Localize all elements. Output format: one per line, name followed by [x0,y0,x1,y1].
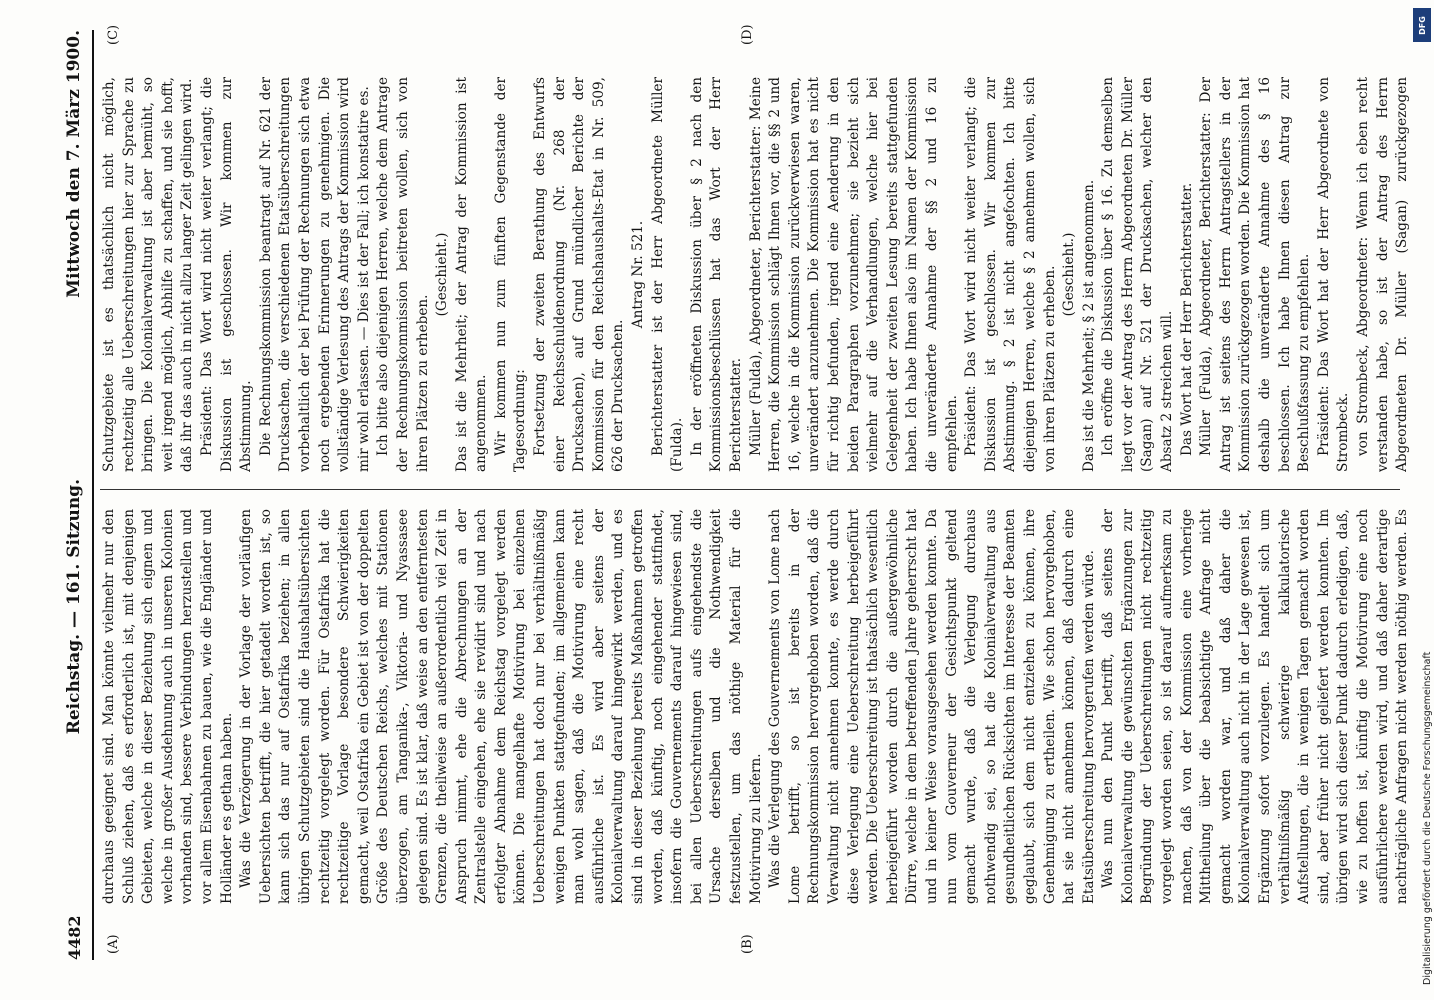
paragraph: Fortsetzung der zweiten Berathung des Entwurfs einer Reichsschuldenordnung (Nr. 268 der Drucksachen), auf Grund mündlicher Berichte der Kommission für den Reichshaushalts-Etat in Nr. 509, 626 der Drucksachen. [532,77,627,472]
paragraph: Das ist die Mehrheit; § 2 ist angenommen. [1080,179,1097,472]
digitization-credit: Digitalisierung gefördert durch die Deutsche Forschungsgemeinschaft [1422,651,1433,985]
paragraph: Präsident: Das Wort wird nicht weiter verlangt; die Diskussion ist geschlossen. Wir kommen zur Abstimmung. § 2 ist nicht angefochten. Ich bitte diejenigen Herren, welche § 2 annehmen wollen, sich von ihren Plätzen zu erheben. [963,77,1058,472]
page-header [50,30,84,960]
page-number: 4482 [65,915,84,960]
paragraph: (Geschieht.) [434,232,451,317]
paragraph: Was die Verzögerung in der Vorlage der vorläufigen Uebersichten betrifft, die hier getadelt worden ist, so kann sich das nur auf Ostafrika beziehen; in allen übrigen Schutzgebieten sind die Haushaltsübersichten rechtzeitig vorgelegt worden. Für Ostafrika hat die rechtzeitige Vorlage besondere Schwierigkeiten gemacht, weil Ostafrika ein Gebiet ist von der doppelten Größe des Deutschen Reichs, welches mit Stationen überzogen, am Tanganika-, Viktoria- und Nyassasee gelegen sind. Es ist klar, daß weise an den entferntesten Grenzen, die theilweise an außerordentlich viel Zeit in Anspruch nimmt, ehe die Abrechnungen an der Zentralstelle eingehen, ehe sie revidirt sind und nach erfolgter Abnahme dem Reichstag vorgelegt werden können. Die mangelhafte Motivirung bei einzelnen Ueberschreitungen hat doch nur bei verhältnißmäßig wenigen Punkten stattgefunden; im allgemeinen kann man wohl sagen, daß die Motivirung eine recht ausführliche ist. Es wird aber seitens der Kolonialverwaltung darauf hingewirkt werden, und es sind in dieser Beziehung bereits Maßnahmen getroffen worden, daß künftig, noch eingehender stattfindet, insofern die Gouvernements darauf hingewiesen sind, bei allen Ueberschreitungen aufs eingehendste die Ursache derselben und die Nothwendigkeit festzustellen, um das nöthige Material für die Motivirung zu liefern. [238,509,764,904]
paragraph: Was die Verlegung des Gouvernements von Lome nach Lome betrifft, so ist bereits in der Rechnungskommission hervorgehoben worden, daß die Verwaltung nicht annehmen konnte, es werde durch diese Verlegung eine Ueberschreitung herbeigeführt werden. Die Ueberschreitung ist thatsächlich wesentlich herbeigeführt worden durch die außergewöhnliche Dürre, welche in dem betreffenden Jahre geherrscht hat und in keiner Weise vorausgesehen werden konnte. Da nun vom Gouverneur der Gesichtspunkt geltend gemacht wurde, daß die Verlegung durchaus nothwendig sei, so hat die Kolonialverwaltung aus gesundheitlichen Rücksichten im Interesse der Beamten geglaubt, sich dem nicht entziehen zu können, ihre Genehmigung zu ertheilen. Wie schon hervorgehoben, hat sie nicht annehmen können, daß dadurch eine Etatsüberschreitung hervorgerufen werden würde. [767,509,1097,904]
paragraph: (Geschieht.) [1061,232,1078,317]
left-text-column [100,509,1410,904]
margin-marker-a: (A) [106,934,121,954]
paragraph: Das ist die Mehrheit; der Antrag der Kommission ist angenommen. [453,77,490,472]
column-divider [100,489,1400,490]
paragraph: Müller (Fulda), Abgeordneter, Berichterstatter: Meine Herren, die Kommission schlägt Ihnen vor, die §§ 2 und 16, welche in die Kommission zurückverwiesen waren, unverändert anzunehmen. Die Kommission hat es nicht für richtig befunden, irgend eine Aenderung in den beiden Paragraphen vorzunehmen; sie bezieht sich vielmehr auf die Verhandlungen, welche hier bei Gelegenheit der zweiten Lesung bereits stattgefunden haben. Ich habe Ihnen also im Namen der Kommission die unveränderte Annahme der §§ 2 und 16 zu empfehlen. [747,77,960,472]
header-left-title: Reichstag. — 161. Sitzung. [64,479,84,735]
right-text-column [100,77,1410,472]
header-right-date: Mittwoch den 7. März 1900. [64,30,84,298]
paragraph: von Strombeck, Abgeordneter: Wenn ich eben recht verstanden habe, so ist der Antrag des Herrn Abgeordneten Dr. Müller (Sagan) zurückgezogen [1355,77,1410,472]
dfg-logo: DFG [1413,8,1431,42]
paragraph: Präsident: Das Wort wird nicht weiter verlangt; die Diskussion ist geschlossen. Wir kommen zur Abstimmung. [198,77,255,472]
paragraph: Ich bitte also diejenigen Herren, welche dem Antrage der Rechnungskommission beitreten wollen, sich von ihren Plätzen zu erheben. [375,77,431,472]
paragraph: Müller (Fulda), Abgeordneter, Berichterstatter: Der Antrag ist seitens des Herrn Antragstellers in der Kommission zurückgezogen worden. Die Kommission hat deshalb die unveränderte Annahme des § 16 beschlossen. Ich habe Ihnen diesen Antrag zur Beschlußfassung zu empfehlen. [1198,77,1313,472]
margin-marker-b: (B) [740,934,755,954]
paragraph: Schutzgebiete ist es thatsächlich nicht möglich, rechtzeitig alle Ueberschreitungen hier zur Sprache zu bringen. Die Kolonialverwaltung ist aber bemüht, so weit irgend möglich, Abhilfe zu schaffen, und sie hofft, daß ihr das auch in nicht allzu langer Zeit gelingen wird. [101,77,196,472]
margin-marker-d: (D) [740,24,755,45]
header-rule [92,30,94,960]
paragraph: durchaus geeignet sind. Man könnte vielmehr nur den Schluß ziehen, daß es erforderlich ist, mit denjenigen Gebieten, welche in dieser Beziehung sich eignen und welche in großer Ausdehnung auch in unseren Kolonien vorhanden sind, bessere Verbindungen herzustellen und vor allem Eisenbahnen zu bauen, wie die Engländer und Holländer es gethan haben. [101,509,235,904]
paragraph: Das Wort hat der Herr Berichterstatter. [1178,182,1195,456]
paragraph: Berichterstatter ist der Herr Abgeordnete Müller (Fulda). [649,77,686,472]
paragraph: Die Rechnungskommission beantragt auf Nr. 621 der Drucksachen, die verschiedenen Etatsüberschreitungen vorbehaltlich der bei Prüfung der Rechnungen sich etwa noch ergebenden Erinnerungen zu genehmigen. Die vollständige Verlesung des Antrags der Kommission wird mir wohl erlassen. — Dies ist der Fall; ich konstatire es. [257,77,372,472]
paragraph: Antrag Nr. 521. [630,220,647,329]
paragraph: Was nun den Punkt betrifft, daß seitens der Kolonialverwaltung die gewünschten Ergänzungen zur Begründung der Ueberschreitungen nicht rechtzeitig vorgelegt worden seien, so ist darauf aufmerksam zu machen, daß von der Kommission eine vorherige Mittheilung über die beabsichtigte Anfrage nicht gemacht worden war, und daß daher die Kolonialverwaltung auch nicht in der Lage gewesen ist, Ergänzung sofort vorzulegen. Es handelt sich um verhältnißmäßig schwierige kalkulatorische Aufstellungen, die in wenigen Tagen gemacht worden sind, aber früher nicht geliefert werden konnten. Im übrigen wird sich dieser Punkt dadurch erledigen, daß, wie zu hoffen ist, künftig die Motivirung eine noch ausführlichere werden wird, und daß daher derartige nachträgliche Anfragen nicht werden nöthig werden. Es [1100,509,1410,904]
paragraph: Ich eröffne die Diskussion über § 16. Zu demselben liegt vor der Antrag des Herrn Abgeordneten Dr. Müller (Sagan) auf Nr. 521 der Drucksachen, welcher den Absatz 2 streichen will. [1100,77,1176,472]
paragraph: Wir kommen nun zum fünften Gegenstande der Tagesordnung: [492,77,529,472]
paragraph: In der eröffneten Diskussion über § 2 nach den Kommissionsbeschlüssen hat das Wort der Herr Berichterstatter. [688,77,744,472]
paragraph: Präsident: Das Wort hat der Herr Abgeordnete von Strombeck. [1315,77,1352,472]
margin-marker-c: (C) [106,24,121,45]
